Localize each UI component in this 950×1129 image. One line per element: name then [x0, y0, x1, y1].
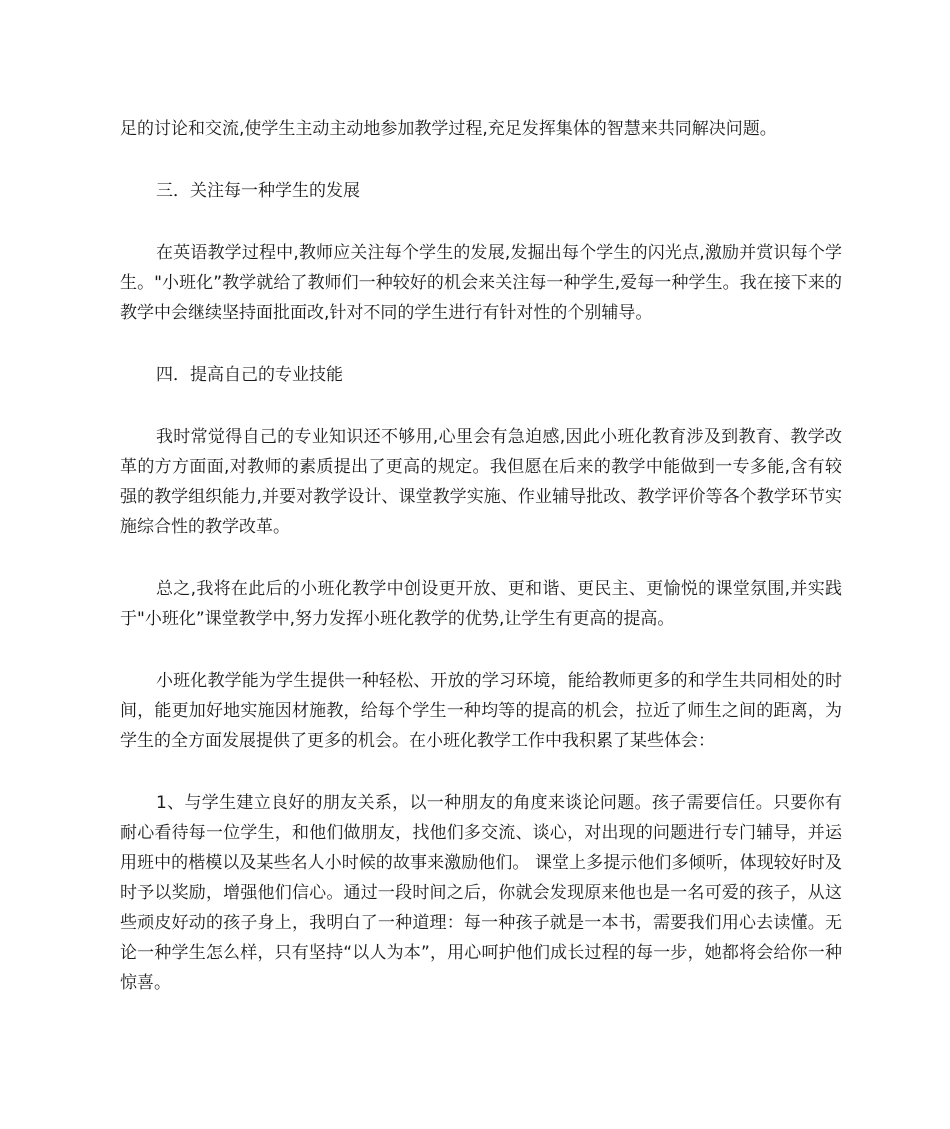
paragraph-professional-skills: 我时常觉得自己的专业知识还不够用,心里会有急迫感,因此小班化教育涉及到教育、教学改革的方方面面,对教师的素质提出了更高的规定。我但愿在后来的教学中能做到一专多能,含有较强的教学组织能力,并要对教学设计、课堂教学实施、作业辅导批改、教学评价等各个教学环节实施综合性的教学改革。 — [120, 427, 842, 537]
paragraph-summary: 总之,我将在此后的小班化教学中创设更开放、更和谐、更民主、更愉悦的课堂氛围,并实践于"小班化”课堂教学中,努力发挥小班化教学的优势,让学生有更高的提高。 — [120, 579, 842, 629]
section-heading-4: 四．提高自己的专业技能 — [156, 365, 343, 385]
paragraph-small-class-benefits: 小班化教学能为学生提供一种轻松、开放的学习环境，能给教师更多的和学生共同相处的时间，能更加好地实施因材施教，给每个学生一种均等的提高的机会，拉近了师生之间的距离，为学生的全方面发展提供了更多的机会。在小班化教学工作中我积累了某些体会： — [120, 671, 842, 751]
paragraph-continued: 足的讨论和交流,使学生主动主动地参加教学过程,充足发挥集体的智慧来共同解决问题。 — [120, 119, 777, 139]
document-body — [120, 114, 842, 1030]
section-heading-3: 三．关注每一种学生的发展 — [156, 181, 360, 201]
paragraph-attention-students: 在英语教学过程中,教师应关注每个学生的发展,发掘出每个学生的闪光点,激励并赏识每个学生。"小班化”教学就给了教师们一种较好的机会来关注每一种学生,爱每一种学生。我在接下来的教学中会继续坚持面批面改,针对不同的学生进行有针对性的个别辅导。 — [120, 243, 842, 323]
paragraph-point-1: 1、与学生建立良好的朋友关系，以一种朋友的角度来谈论问题。孩子需要信任。只要你有耐心看待每一位学生，和他们做朋友，找他们多交流、谈心，对出现的问题进行专门辅导，并运用班中的楷模以及某些名人小时候的故事来激励他们。 课堂上多提示他们多倾听，体现较好时及时予以奖励，增强他们信心。通过一段时间之后，你就会发现原来他也是一名可爱的孩子，从这些顽皮好动的孩子身上，我明白了一种道理：每一种孩子就是一本书，需要我们用心去读懂。无论一种学生怎么样，只有坚持“以人为本”，用心呵护他们成长过程的每一步，她都将会给你一种惊喜。 — [120, 793, 842, 993]
